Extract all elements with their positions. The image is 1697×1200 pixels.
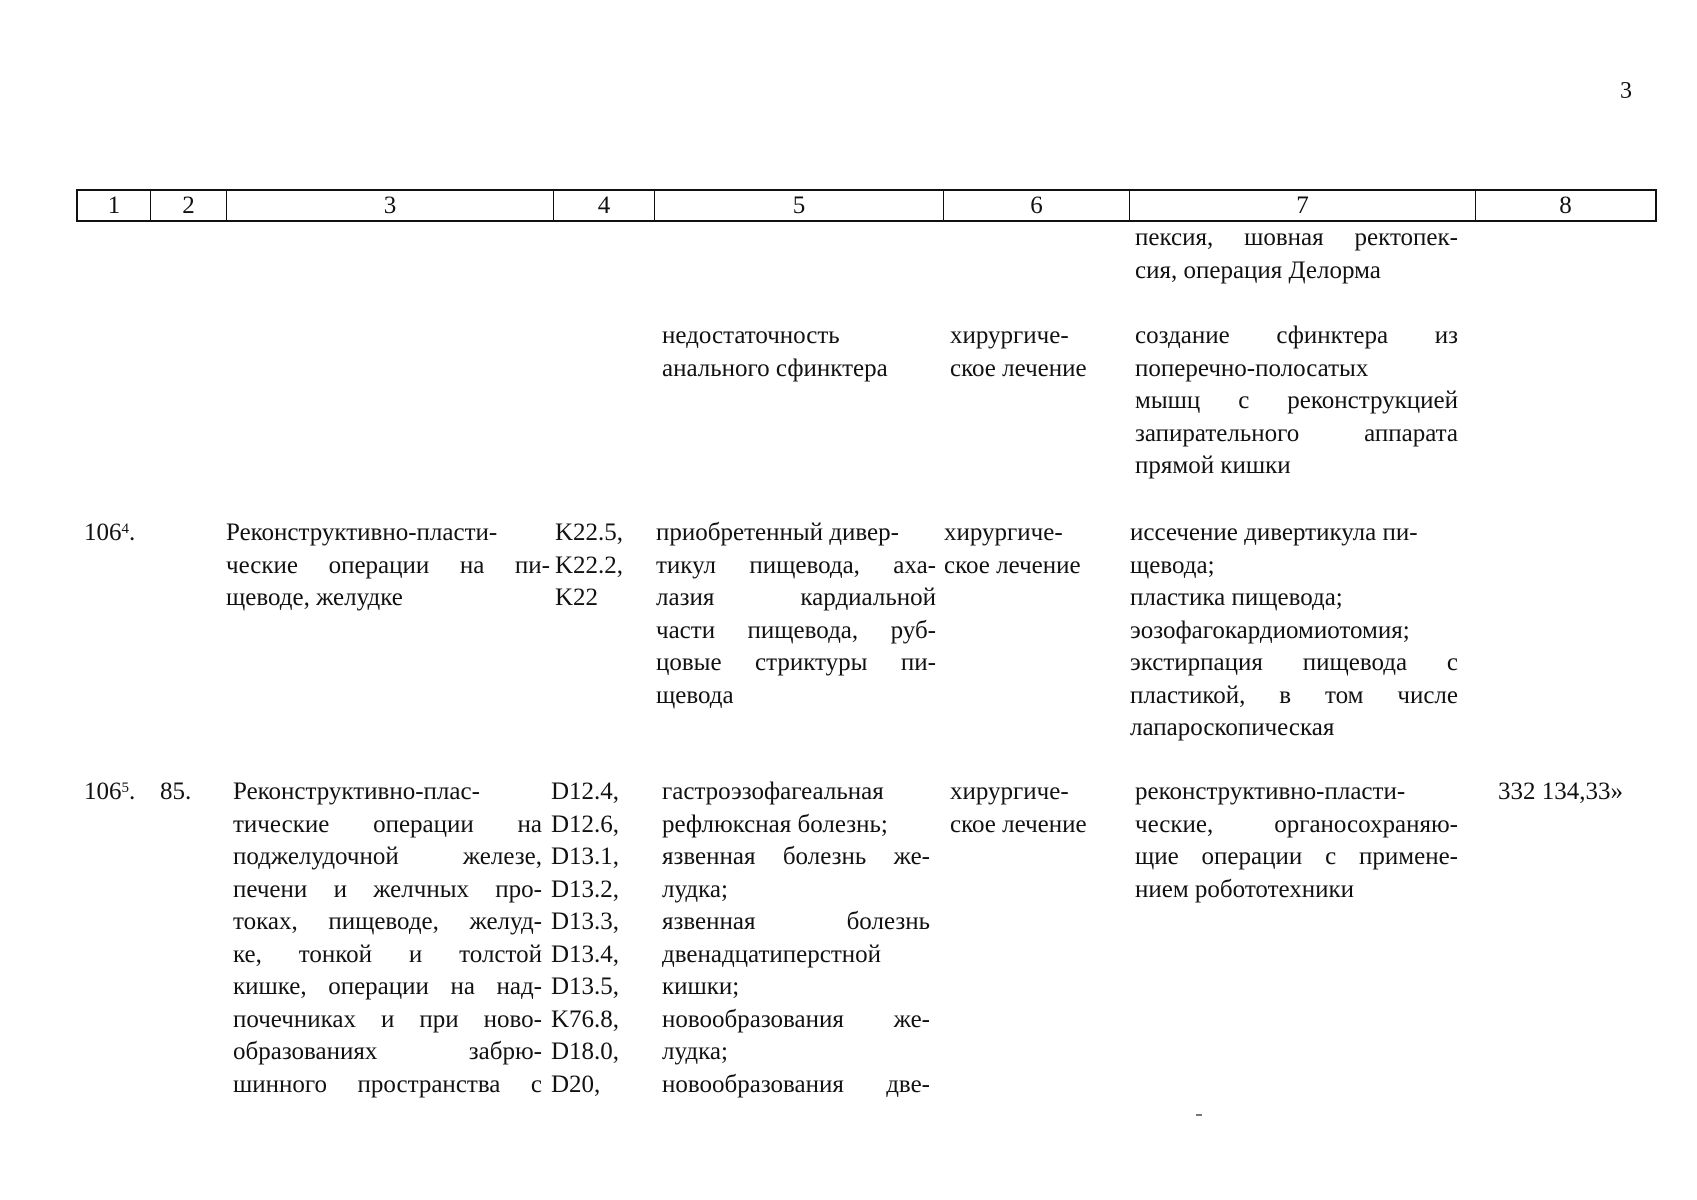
text-line: мышц с реконструкцией bbox=[1135, 387, 1458, 414]
treatment-cell bbox=[950, 320, 1087, 385]
text-line: экстирпация пищевода с bbox=[1130, 649, 1458, 676]
text-line: почечниках и при ново- bbox=[233, 1005, 542, 1033]
text-line: D12.4, bbox=[551, 778, 620, 805]
method-cell bbox=[1135, 320, 1458, 483]
row-number bbox=[84, 517, 135, 550]
text-line: сия, операция Делорма bbox=[1135, 256, 1381, 284]
treatment-cell bbox=[950, 776, 1087, 841]
text-line: прямой кишки bbox=[1135, 452, 1291, 479]
text-line: щевода; bbox=[1130, 551, 1215, 579]
text-line: ское лечение bbox=[944, 551, 1081, 579]
text-line: пластика пищевода; bbox=[1130, 584, 1343, 611]
text-line: K22.2, bbox=[555, 551, 624, 579]
text-line: D13.2, bbox=[551, 875, 620, 903]
text-line: кишки; bbox=[662, 973, 740, 1000]
page-number: 3 bbox=[1620, 78, 1632, 104]
text-line: пластикой, в том числе bbox=[1130, 681, 1458, 709]
text-line: лудка; bbox=[662, 1038, 728, 1065]
header-col-4: 4 bbox=[553, 191, 654, 220]
text-line: хирургиче- bbox=[950, 778, 1069, 805]
text-line: D12.6, bbox=[551, 810, 620, 838]
row-number-base: 106 bbox=[84, 519, 122, 546]
text-line: иссечение дивертикула пи- bbox=[1130, 519, 1418, 546]
text-line: части пищевода, руб- bbox=[656, 616, 936, 644]
table-header-row bbox=[76, 189, 1657, 222]
text-line: реконструктивно-пласти- bbox=[1135, 778, 1406, 805]
text-line: новообразования две- bbox=[662, 1070, 930, 1098]
header-col-6: 6 bbox=[943, 191, 1129, 220]
header-col-8: 8 bbox=[1475, 191, 1655, 220]
text-line: анального сфинктера bbox=[662, 354, 888, 382]
row-number bbox=[84, 776, 135, 809]
method-cell bbox=[1135, 776, 1458, 906]
row-number-base: 106 bbox=[84, 778, 122, 805]
text-line: ке, тонкой и толстой bbox=[233, 940, 542, 968]
text-line: пексия, шовная ректопек- bbox=[1135, 224, 1458, 251]
text-line: гастроэзофагеальная bbox=[662, 778, 884, 805]
text-line: создание сфинктера из bbox=[1135, 322, 1458, 349]
text-line: D13.3, bbox=[551, 908, 620, 935]
treatment-cell bbox=[944, 517, 1081, 582]
codes-cell bbox=[555, 517, 623, 615]
text-line: новообразования же- bbox=[662, 1005, 930, 1033]
text-line: хирургиче- bbox=[944, 519, 1063, 546]
text-line: лудка; bbox=[662, 875, 728, 903]
text-line: поперечно-полосатых bbox=[1135, 354, 1369, 382]
text-line: приобретенный дивер- bbox=[656, 519, 899, 546]
text-line: ческие, органосохраняю- bbox=[1135, 810, 1458, 838]
text-line: язвенная болезнь же- bbox=[662, 843, 930, 870]
name-cell bbox=[233, 776, 542, 1101]
method-cell bbox=[1130, 517, 1458, 745]
text-line: D20, bbox=[551, 1070, 601, 1098]
text-line: шинного пространства с bbox=[233, 1070, 542, 1098]
continued-method-cell bbox=[1135, 222, 1458, 287]
text-line: K22.5, bbox=[555, 519, 624, 546]
text-line: щеводе, желудке bbox=[226, 584, 403, 611]
name-cell bbox=[226, 517, 550, 615]
text-line: ское лечение bbox=[950, 354, 1087, 382]
text-line: K22 bbox=[555, 584, 599, 611]
text-line: хирургиче- bbox=[950, 322, 1069, 349]
text-line: K76.8, bbox=[551, 1005, 620, 1033]
text-line: язвенная болезнь bbox=[662, 908, 930, 935]
cost-cell: 332 134,33» bbox=[1498, 778, 1623, 805]
header-col-3: 3 bbox=[226, 191, 553, 220]
text-line: поджелудочной железе, bbox=[233, 843, 542, 870]
header-col-7: 7 bbox=[1129, 191, 1475, 220]
text-line: Реконструктивно-плас- bbox=[233, 778, 480, 805]
row-number-sup: 5 bbox=[121, 780, 129, 796]
header-col-5: 5 bbox=[654, 191, 943, 220]
text-line: щие операции с примене- bbox=[1135, 843, 1458, 870]
text-line: нием робототехники bbox=[1135, 875, 1355, 903]
text-line: D13.1, bbox=[551, 843, 620, 870]
text-line: D13.5, bbox=[551, 973, 620, 1000]
header-col-2: 2 bbox=[150, 191, 226, 220]
text-line: токах, пищеводе, желуд- bbox=[233, 908, 542, 935]
diagnosis-cell bbox=[656, 517, 936, 712]
text-line: D13.4, bbox=[551, 940, 620, 968]
text-line: ское лечение bbox=[950, 810, 1087, 838]
text-line: кишке, операции на над- bbox=[233, 973, 542, 1000]
text-line: щевода bbox=[656, 681, 734, 709]
text-line: печени и желчных про- bbox=[233, 875, 542, 903]
text-line: лапароскопическая bbox=[1130, 714, 1335, 741]
group-number: 85. bbox=[160, 778, 192, 805]
scan-mark bbox=[1196, 1114, 1202, 1116]
text-line: недостаточность bbox=[662, 322, 840, 349]
text-line: тикул пищевода, аха- bbox=[656, 551, 936, 579]
text-line: D18.0, bbox=[551, 1038, 620, 1065]
text-line: Реконструктивно-пласти- bbox=[226, 519, 498, 546]
row-number-suffix: . bbox=[129, 519, 136, 546]
diagnosis-cell bbox=[662, 776, 930, 1101]
text-line: рефлюксная болезнь; bbox=[662, 810, 888, 838]
row-number-sup: 4 bbox=[121, 521, 129, 537]
text-line: цовые стриктуры пи- bbox=[656, 649, 936, 676]
text-line: ческие операции на пи- bbox=[226, 551, 550, 579]
text-line: запирательного аппарата bbox=[1135, 419, 1458, 447]
codes-cell bbox=[551, 776, 619, 1101]
text-line: тические операции на bbox=[233, 810, 542, 838]
text-line: образованиях забрю- bbox=[233, 1038, 542, 1065]
text-line: эозофагокардиомиотомия; bbox=[1130, 616, 1410, 644]
header-col-1: 1 bbox=[107, 192, 121, 219]
diagnosis-cell bbox=[662, 320, 922, 385]
row-number-suffix: . bbox=[129, 778, 136, 805]
text-line: лазия кардиальной bbox=[656, 584, 936, 611]
text-line: двенадцатиперстной bbox=[662, 940, 882, 968]
